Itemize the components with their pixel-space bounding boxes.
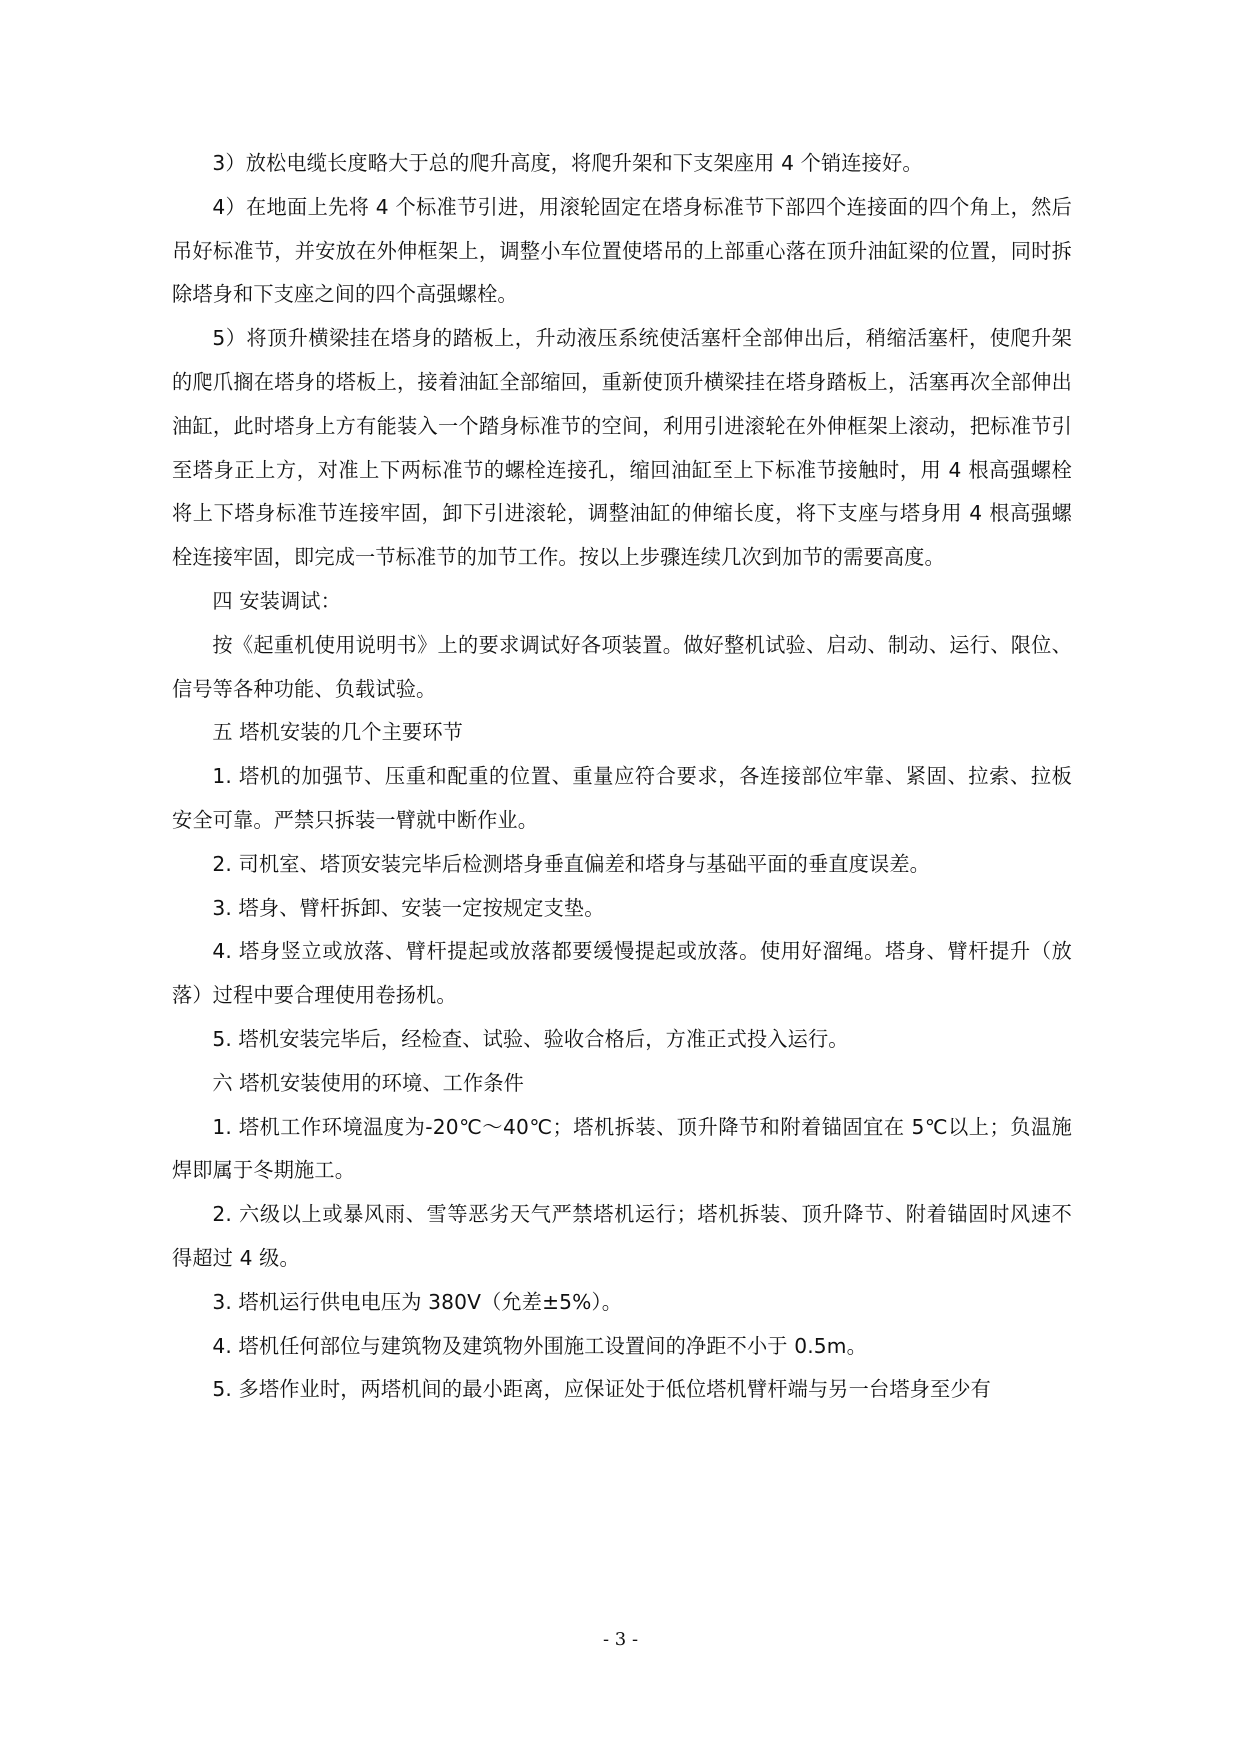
list-item-5-3: 3. 塔身、臂杆拆卸、安装一定按规定支垫。 — [212, 895, 605, 920]
page-number: - 3 - — [602, 1629, 639, 1650]
paragraph-step-3: 3）放松电缆长度略大于总的爬升高度，将爬升架和下支架座用 4 个销连接好。 — [212, 151, 923, 175]
list-item-6-1: 1. 塔机工作环境温度为-20℃～40℃；塔机拆装、顶升降节和附着锚固宜在 5℃以上；负温施焊即属于冬期施工。 — [172, 1114, 1072, 1183]
list-item-6-2: 2. 六级以上或暴风雨、雪等恶劣天气严禁塔机运行；塔机拆装、顶升降节、附着锚固时风速不得超过 4 级。 — [172, 1202, 1072, 1270]
paragraph-debug: 按《起重机使用说明书》上的要求调试好各项装置。做好整机试验、启动、制动、运行、限位、信号等各种功能、负载试验。 — [172, 632, 1072, 701]
list-item-6-3: 3. 塔机运行供电电压为 380V（允差±5%）。 — [212, 1289, 623, 1314]
list-item-6-5: 5. 多塔作业时，两塔机间的最小距离，应保证处于低位塔机臂杆端与另一台塔身至少有 — [212, 1377, 992, 1402]
list-item-5-4: 4. 塔身竖立或放落、臂杆提起或放落都要缓慢提起或放落。使用好溜绳。塔身、臂杆提升（放落）过程中要合理使用卷扬机。 — [172, 939, 1072, 1008]
list-item-5-1: 1. 塔机的加强节、压重和配重的位置、重量应符合要求，各连接部位牢靠、紧固、拉索、拉板安全可靠。严禁只拆装一臂就中断作业。 — [172, 764, 1072, 832]
paragraph-step-4: 4）在地面上先将 4 个标准节引进，用滚轮固定在塔身标准节下部四个连接面的四个角上，然后吊好标准节，并安放在外伸框架上，调整小车位置使塔吊的上部重心落在顶升油缸梁的位置，同时拆除塔身和下支座之间的四个高强螺栓。 — [172, 194, 1072, 307]
list-item-6-4: 4. 塔机任何部位与建筑物及建筑物外围施工设置间的净距不小于 0.5m。 — [212, 1333, 867, 1358]
page-body — [172, 142, 1072, 1412]
list-item-5-2: 2. 司机室、塔顶安装完毕后检测塔身垂直偏差和塔身与基础平面的垂直度误差。 — [212, 851, 930, 876]
list-item-5-5: 5. 塔机安装完毕后，经检查、试验、验收合格后，方准正式投入运行。 — [212, 1026, 849, 1051]
section-heading-5: 五 塔机安装的几个主要环节 — [212, 720, 464, 745]
section-heading-4: 四 安装调试： — [212, 588, 341, 613]
paragraph-step-5: 5）将顶升横梁挂在塔身的踏板上，升动液压系统使活塞杆全部伸出后，稍缩活塞杆，使爬升架的爬爪搁在塔身的塔板上，接着油缸全部缩回，重新使顶升横梁挂在塔身踏板上，活塞再次全部伸出油缸，此时塔身上方有能装入一个踏身标准节的空间，利用引进滚轮在外伸框架上滚动，把标准节引至塔身正上方，对准上下两标准节的螺栓连接孔，缩回油缸至上下标准节接触时，用 4 根高强螺栓将上下塔身标准节连接牢固，卸下引进滚轮，调整油缸的伸缩长度，将下支座与塔身用 4 根高强螺栓连接牢固，即完成一节标准节的加节工作。按以上步骤连续几次到加节的需要高度。 — [172, 326, 1072, 570]
section-heading-6: 六 塔机安装使用的环境、工作条件 — [212, 1070, 525, 1095]
